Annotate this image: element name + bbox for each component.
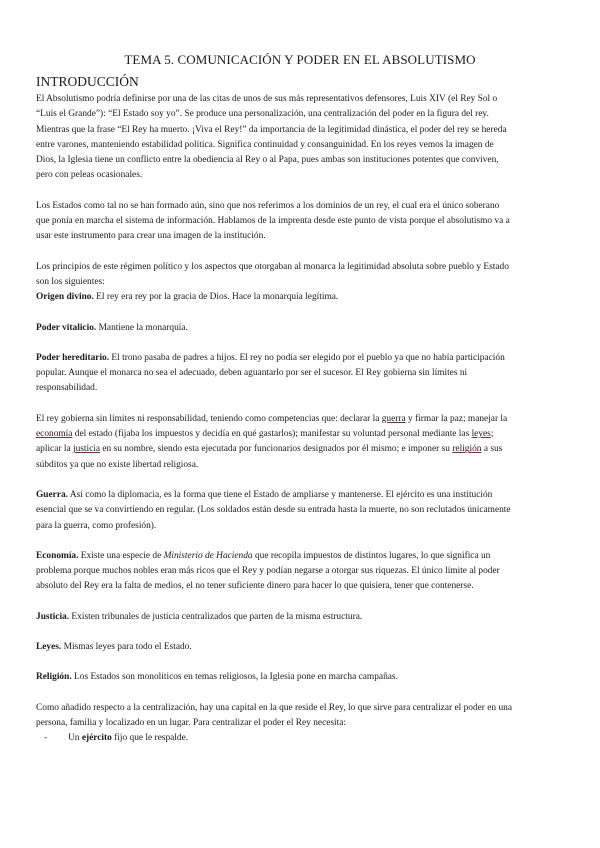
leyes-link: leyes xyxy=(471,429,491,440)
economia-link: economía xyxy=(36,429,73,440)
centralizacion-paragraph: Como añadido respecto a la centralización, hay una capital en la que reside el Rey, lo que sirve para centralizar el poder en una persona, familia y localizado en un lugar. Para centralizar el poder el Rey necesita: xyxy=(36,702,512,728)
intro-paragraph: El Absolutismo podría definirse por una de las citas de unos de sus más representativos defensores, Luis XIV (el Rey Sol o “Luis el Grande”): “El Estado soy yo”. Se produce una personalización, una centralización del poder en la figura del rey. Mientras que la frase “El Rey ha muerto. ¡Viva el Rey!” da importancia de la legitimidad dinástica, el poder del rey se hereda entre varones, manteniendo estabilidad política. Significa continuidad y consanguinidad. En los reyes vemos la imagen de Dios, la Iglesia tiene un conflicto entre la obediencia al Rey o al Papa, pues ambas son instituciones potentes que conviven, pero con peleas ocasionales. xyxy=(36,94,507,181)
page-title: TEMA 5. COMUNICACIÓN Y PODER EN EL ABSOLUTISMO xyxy=(124,52,476,67)
leyes-item: Leyes. Mismas leyes para todo el Estado. xyxy=(36,642,192,653)
poder-hereditario-item: Poder hereditario. El trono pasaba de padres a hijos. El rey no podía ser elegido por el pueblo ya que no había participación popular. Aunque el monarca no sea el adecuado, deben aguantarlo por ser el sucesor. El Rey gobierna sin límites ni responsabilidad. xyxy=(36,352,505,394)
origen-divino-item: Origen divino. El rey era rey por la gracia de Dios. Hace la monarquía legítima. xyxy=(36,292,339,303)
poder-vitalicio-item: Poder vitalicio. Mantiene la monarquía. xyxy=(36,322,188,333)
list-item: - Un ejército fijo que le respalde. xyxy=(36,731,564,746)
religion-item: Religión. Los Estados son monolíticos en temas religiosos, la Iglesia pone en marcha campañas. xyxy=(36,672,398,683)
principios-paragraph: Los principios de este régimen político y los aspectos que otorgaban al monarca la legitimidad absoluta sobre pueblo y Estado son los siguientes: xyxy=(36,261,509,287)
guerra-link: guerra xyxy=(381,413,406,424)
competencias-paragraph: El rey gobierna sin límites ni responsabilidad, teniendo como competencias que: declarar la guerra y firmar la paz; manejar la economía del estado (fijaba los impuestos y decidía en qué gastarlos); manifestar su voluntad personal mediante las leyes; aplicar la justicia en su nombre, siendo esta ejecutada por funcionarios designados por él mismo; e imponer su religión a sus súbditos ya que no existe libertad religiosa. xyxy=(36,413,508,470)
justicia-item: Justicia. Existen tribunales de justicia centralizados que parten de la misma estructura. xyxy=(36,611,363,622)
guerra-item: Guerra. Así como la diplomacia, es la forma que tiene el Estado de ampliarse y mantenerse. El ejército es una institución esencial que se va convirtiendo en regular. (Los soldados están desde su entrada hasta la muerte, no son reclutados únicamente para la guerra, como profesión). xyxy=(36,489,511,531)
religion-link: religión xyxy=(452,444,482,455)
estados-paragraph: Los Estados como tal no se han formado aún, sino que nos referimos a los dominios de un rey, el cual era el único soberano que ponía en marcha el sistema de información. Hablamos de la imprenta desde este punto de vista porque el absolutismo va a usar este instrumento para crear una imagen de la institución. xyxy=(36,200,510,242)
section-heading: INTRODUCCIÓN xyxy=(36,74,139,89)
economia-item: Economía. Existe una especie de Ministerio de Hacienda que recopila impuestos de distintos lugares, lo que significa un problema porque muchos nobles eran más ricos que el Rey y podían negarse a otorgar sus riquezas. El único límite al poder absoluto del Rey era la falta de medios, el no tener suficiente dinero para hacer lo que quisiera, tener que contenerse. xyxy=(36,550,500,592)
justicia-link: justicia xyxy=(72,444,101,455)
bullet-dash: - xyxy=(44,733,48,744)
